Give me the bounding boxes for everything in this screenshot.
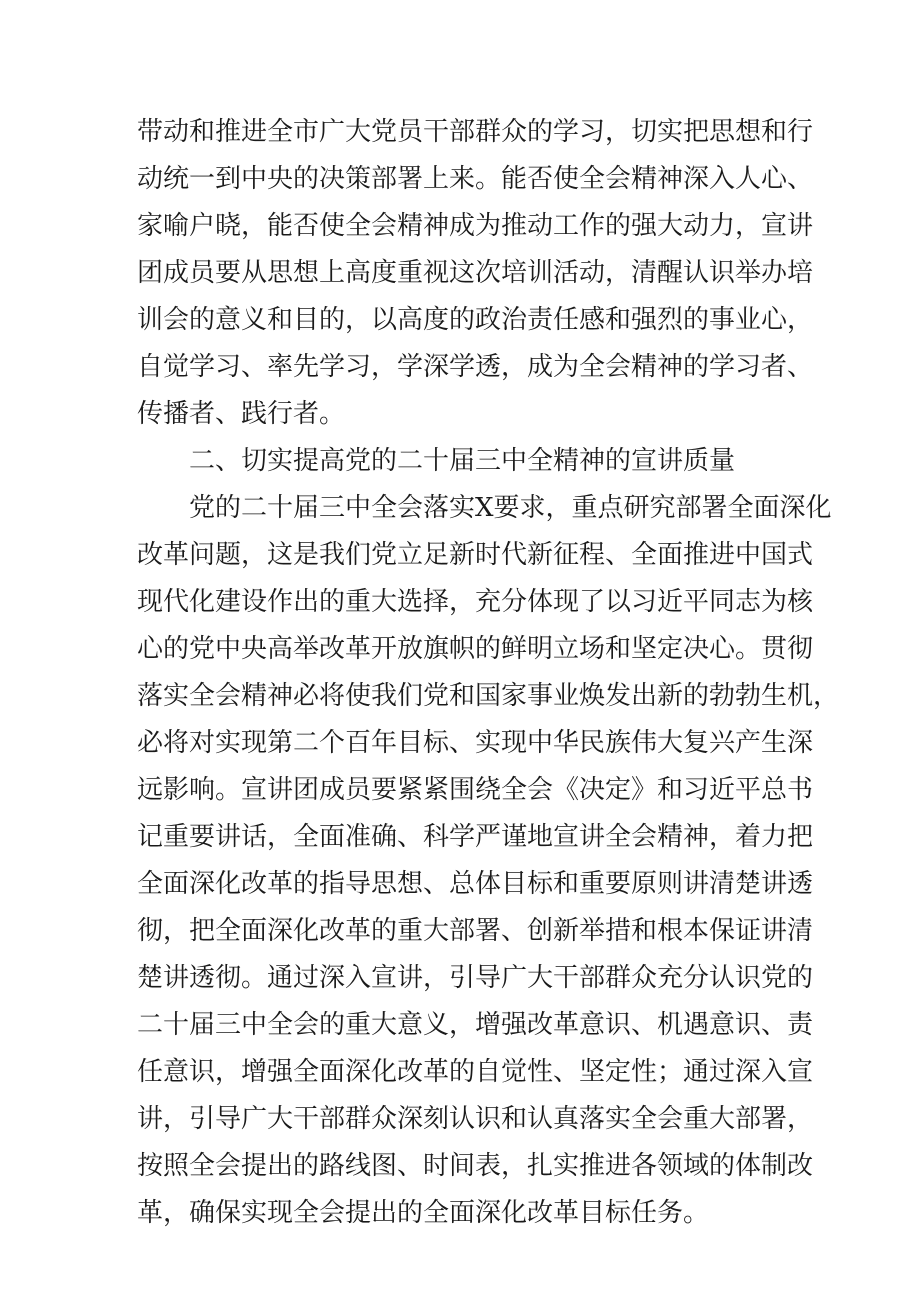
text-line: 彻，把全面深化改革的重大部署、创新举措和根本保证讲清 — [137, 916, 814, 946]
text-line: 心的党中央高举改革开放旗帜的鲜明立场和坚定决心。贯彻 — [137, 634, 814, 664]
text-line: 家喻户晓，能否使全会精神成为推动工作的强大动力，宣讲 — [137, 211, 814, 241]
text-line: 记重要讲话，全面准确、科学严谨地宣讲全会精神，着力把 — [137, 822, 814, 852]
text-line: 落实全会精神必将使我们党和国家事业焕发出新的勃勃生机， — [137, 681, 840, 711]
text-line: 任意识，增强全面深化改革的自觉性、坚定性；通过深入宣 — [137, 1057, 814, 1087]
text-line: 讲，引导广大干部群众深刻认识和认真落实全会重大部署， — [137, 1104, 814, 1134]
text-line: 必将对实现第二个百年目标、实现中华民族伟大复兴产生深 — [137, 728, 814, 758]
text-line: 按照全会提出的路线图、时间表，扎实推进各领域的体制改 — [137, 1151, 814, 1181]
text-line: 党的二十届三中全会落实X要求，重点研究部署全面深化 — [189, 493, 832, 523]
text-line: 团成员要从思想上高度重视这次培训活动，清醒认识举办培 — [137, 258, 814, 288]
text-line: 传播者、践行者。 — [137, 399, 346, 429]
text-line: 改革问题，这是我们党立足新时代新征程、全面推进中国式 — [137, 540, 814, 570]
text-line: 现代化建设作出的重大选择，充分体现了以习近平同志为核 — [137, 587, 814, 617]
text-line: 自觉学习、率先学习，学深学透，成为全会精神的学习者、 — [137, 352, 814, 382]
text-line: 二十届三中全会的重大意义，增强改革意识、机遇意识、责 — [137, 1010, 814, 1040]
section-heading: 二、切实提高党的二十届三中全精神的宣讲质量 — [189, 446, 736, 476]
text-line: 训会的意义和目的，以高度的政治责任感和强烈的事业心， — [137, 305, 814, 335]
text-line: 动统一到中央的决策部署上来。能否使全会精神深入人心、 — [137, 164, 814, 194]
text-line: 楚讲透彻。通过深入宣讲，引导广大干部群众充分认识党的 — [137, 963, 814, 993]
text-line: 带动和推进全市广大党员干部群众的学习，切实把思想和行 — [137, 117, 814, 147]
text-line: 全面深化改革的指导思想、总体目标和重要原则讲清楚讲透 — [137, 869, 814, 899]
text-line: 革，确保实现全会提出的全面深化改革目标任务。 — [137, 1198, 710, 1228]
text-line: 远影响。宣讲团成员要紧紧围绕全会《决定》和习近平总书 — [137, 775, 814, 805]
